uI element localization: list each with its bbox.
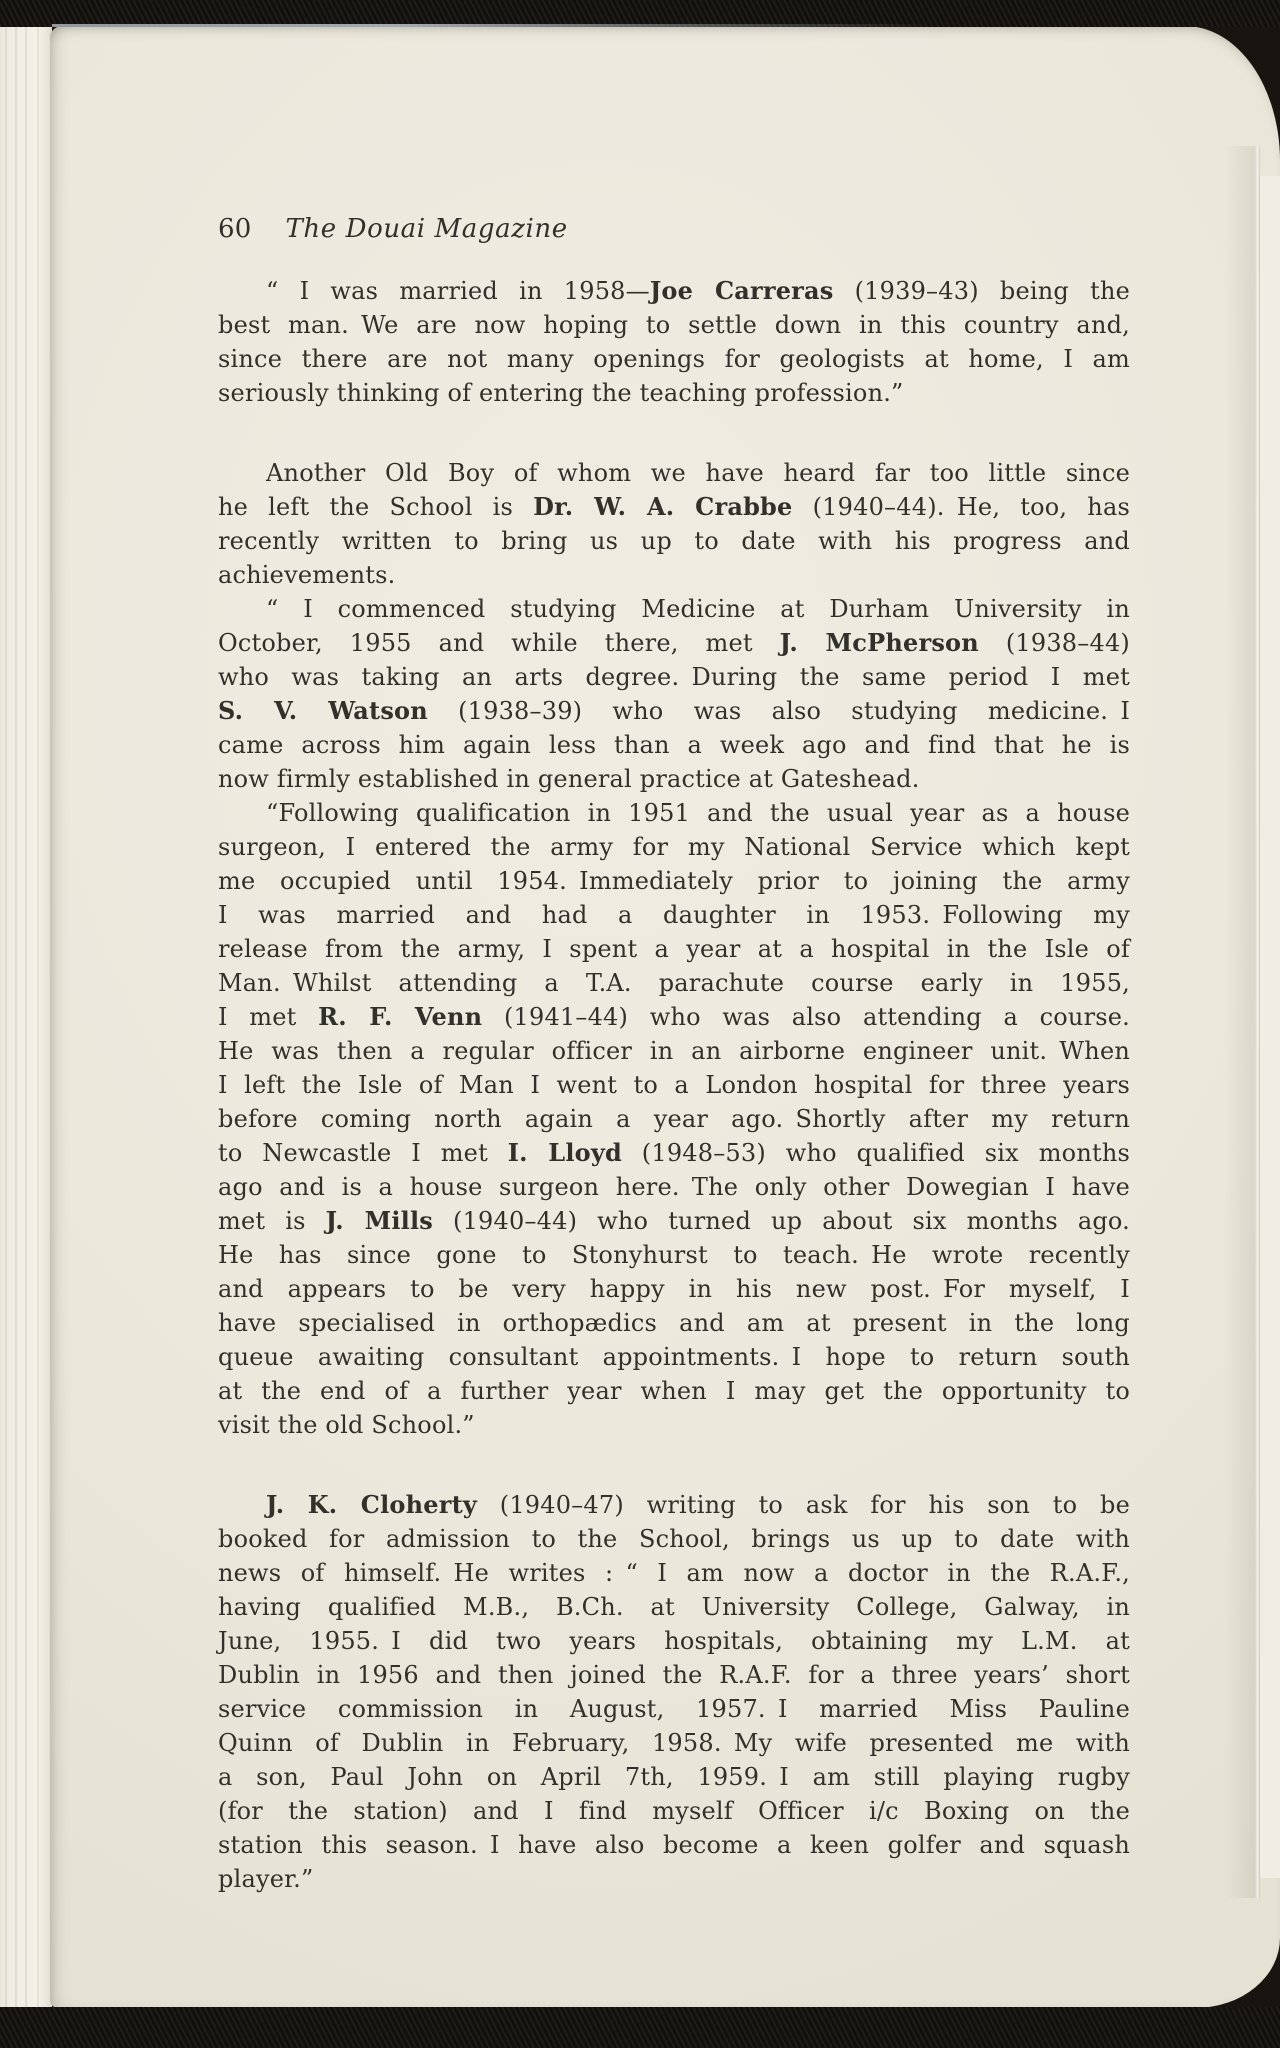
text-segment: He has since gone to Stonyhurst to teach. He wrote recently [218, 1241, 1130, 1269]
person-name-bold: Joe Carreras [649, 276, 834, 305]
text-line [218, 1794, 1130, 1828]
text-segment: seriously thinking of entering the teaching profession.” [218, 379, 904, 407]
text-line [218, 524, 1130, 558]
text-segment: player.” [218, 1865, 314, 1893]
text-line [218, 490, 1130, 524]
text-line [218, 1204, 1130, 1238]
paragraph [218, 274, 1130, 410]
magazine-page [50, 26, 1280, 2008]
text-segment: “Following qualification in 1951 and the usual year as a house [266, 799, 1130, 827]
person-name-bold: I. Lloyd [507, 1138, 622, 1167]
person-name-bold: R. F. Venn [318, 1002, 483, 1031]
text-segment: recently written to bring us up to date with his progress and [218, 527, 1130, 555]
text-segment: (1940–44). He, too, has [792, 493, 1130, 521]
text-segment: me occupied until 1954. Immediately prior to joining the army [218, 867, 1130, 895]
text-line [218, 1136, 1130, 1170]
page-header [218, 212, 1130, 246]
text-segment: He was then a regular officer in an airborne engineer unit. When [218, 1037, 1130, 1065]
text-line [218, 864, 1130, 898]
paragraph [218, 456, 1130, 592]
text-segment: and appears to be very happy in his new post. For myself, I [218, 1275, 1130, 1303]
page-top-edge-highlight [52, 24, 932, 27]
text-segment: ago and is a house surgeon here. The only other Dowegian I have [218, 1173, 1130, 1201]
text-line [218, 1102, 1130, 1136]
text-segment: Dublin in 1956 and then joined the R.A.F. for a three years’ short [218, 1661, 1130, 1689]
text-segment: I was married and had a daughter in 1953. Following my [218, 901, 1130, 929]
text-segment: (1939–43) being the [833, 277, 1130, 305]
text-segment: I met [218, 1003, 319, 1031]
text-line [218, 1238, 1130, 1272]
text-line [218, 1034, 1130, 1068]
text-line [218, 1760, 1130, 1794]
book-cover-top [0, 0, 1280, 27]
book-cover-bottom [0, 2007, 1280, 2048]
page-number: 60 [218, 214, 252, 244]
text-segment: release from the army, I spent a year at a hospital in the Isle of [218, 935, 1130, 963]
text-line [218, 308, 1130, 342]
text-line [218, 1522, 1130, 1556]
text-line [218, 1306, 1130, 1340]
text-segment: (1940–47) writing to ask for his son to be [477, 1491, 1130, 1519]
text-segment: “ I was married in 1958— [266, 277, 650, 305]
text-line [218, 1170, 1130, 1204]
text-segment: Quinn of Dublin in February, 1958. My wife presented me with [218, 1729, 1130, 1757]
text-line [218, 1828, 1130, 1862]
text-segment: (1938–44) [978, 629, 1130, 657]
person-name-bold: Dr. W. A. Crabbe [533, 492, 793, 521]
text-segment: since there are not many openings for geologists at home, I am [218, 345, 1130, 373]
text-segment: (1948–53) who qualified six months [621, 1139, 1131, 1167]
printed-text-block [218, 212, 1130, 1896]
text-segment: having qualified M.B., B.Ch. at University College, Galway, in [218, 1593, 1130, 1621]
text-line [218, 694, 1130, 728]
text-line [218, 1556, 1130, 1590]
text-line [218, 1624, 1130, 1658]
text-line [218, 376, 1130, 410]
text-line [218, 274, 1130, 308]
text-segment: who was taking an arts degree. During the same period I met [218, 663, 1130, 691]
person-name-bold: S. V. Watson [218, 696, 428, 725]
text-segment: “ I commenced studying Medicine at Durham University in [266, 595, 1130, 623]
text-line [218, 456, 1130, 490]
person-name-bold: J. McPherson [779, 628, 979, 657]
text-segment: (1941–44) who was also attending a course. [482, 1003, 1130, 1031]
person-name-bold: J. Mills [325, 1206, 434, 1235]
text-line [218, 1340, 1130, 1374]
text-segment: surgeon, I entered the army for my National Service which kept [218, 833, 1130, 861]
text-segment: visit the old School.” [218, 1411, 475, 1439]
text-line [218, 1658, 1130, 1692]
text-line [218, 1374, 1130, 1408]
text-segment: a son, Paul John on April 7th, 1959. I am still playing rugby [218, 1763, 1130, 1791]
text-segment: October, 1955 and while there, met [218, 629, 780, 657]
text-line [218, 898, 1130, 932]
text-line [218, 558, 1130, 592]
text-line [218, 1272, 1130, 1306]
text-segment: Man. Whilst attending a T.A. parachute course early in 1955, [218, 969, 1130, 997]
text-segment: to Newcastle I met [218, 1139, 508, 1167]
text-segment: best man. We are now hoping to settle down in this country and, [218, 311, 1130, 339]
text-line [218, 592, 1130, 626]
page-fold-crease [1224, 146, 1260, 1898]
text-segment: booked for admission to the School, brings us up to date with [218, 1525, 1130, 1553]
text-segment: queue awaiting consultant appointments. I hope to return south [218, 1343, 1130, 1371]
text-line [218, 796, 1130, 830]
text-segment: service commission in August, 1957. I married Miss Pauline [218, 1695, 1130, 1723]
text-segment: (1938–39) who was also studying medicine. I [427, 697, 1130, 725]
text-segment: Another Old Boy of whom we have heard far too little since [266, 459, 1130, 487]
text-line [218, 1488, 1130, 1522]
paragraph [218, 796, 1130, 1442]
text-line [218, 762, 1130, 796]
person-name-bold: J. K. Cloherty [266, 1490, 478, 1519]
text-line [218, 1408, 1130, 1442]
text-segment: achievements. [218, 561, 396, 589]
text-segment: (for the station) and I find myself Officer i/c Boxing on the [218, 1797, 1130, 1825]
magazine-title: The Douai Magazine [285, 214, 568, 244]
text-segment: before coming north again a year ago. Shortly after my return [218, 1105, 1130, 1133]
text-segment: I left the Isle of Man I went to a London hospital for three years [218, 1071, 1130, 1099]
text-line [218, 966, 1130, 1000]
text-line [218, 1590, 1130, 1624]
text-line [218, 1000, 1130, 1034]
body-paragraphs [218, 274, 1130, 1896]
text-line [218, 932, 1130, 966]
text-line [218, 342, 1130, 376]
text-line [218, 1862, 1130, 1896]
text-segment: (1940–44) who turned up about six months ago. [433, 1207, 1130, 1235]
text-segment: at the end of a further year when I may get the opportunity to [218, 1377, 1130, 1405]
text-segment: met is [218, 1207, 326, 1235]
text-line [218, 660, 1130, 694]
paragraph [218, 592, 1130, 796]
next-page-edge [1259, 176, 1280, 1878]
page-stack-left-edge [0, 26, 52, 2008]
text-line [218, 830, 1130, 864]
text-line [218, 1692, 1130, 1726]
paragraph [218, 1488, 1130, 1896]
text-segment: came across him again less than a week ago and find that he is [218, 731, 1130, 759]
text-line [218, 1068, 1130, 1102]
text-segment: now firmly established in general practice at Gateshead. [218, 765, 920, 793]
text-segment: have specialised in orthopædics and am at present in the long [218, 1309, 1130, 1337]
text-segment: news of himself. He writes : “ I am now a doctor in the R.A.F., [218, 1559, 1130, 1587]
text-line [218, 728, 1130, 762]
text-line [218, 1726, 1130, 1760]
text-line [218, 626, 1130, 660]
text-segment: station this season. I have also become a keen golfer and squash [218, 1831, 1130, 1859]
text-segment: June, 1955. I did two years hospitals, obtaining my L.M. at [218, 1627, 1130, 1655]
text-segment: he left the School is [218, 493, 534, 521]
